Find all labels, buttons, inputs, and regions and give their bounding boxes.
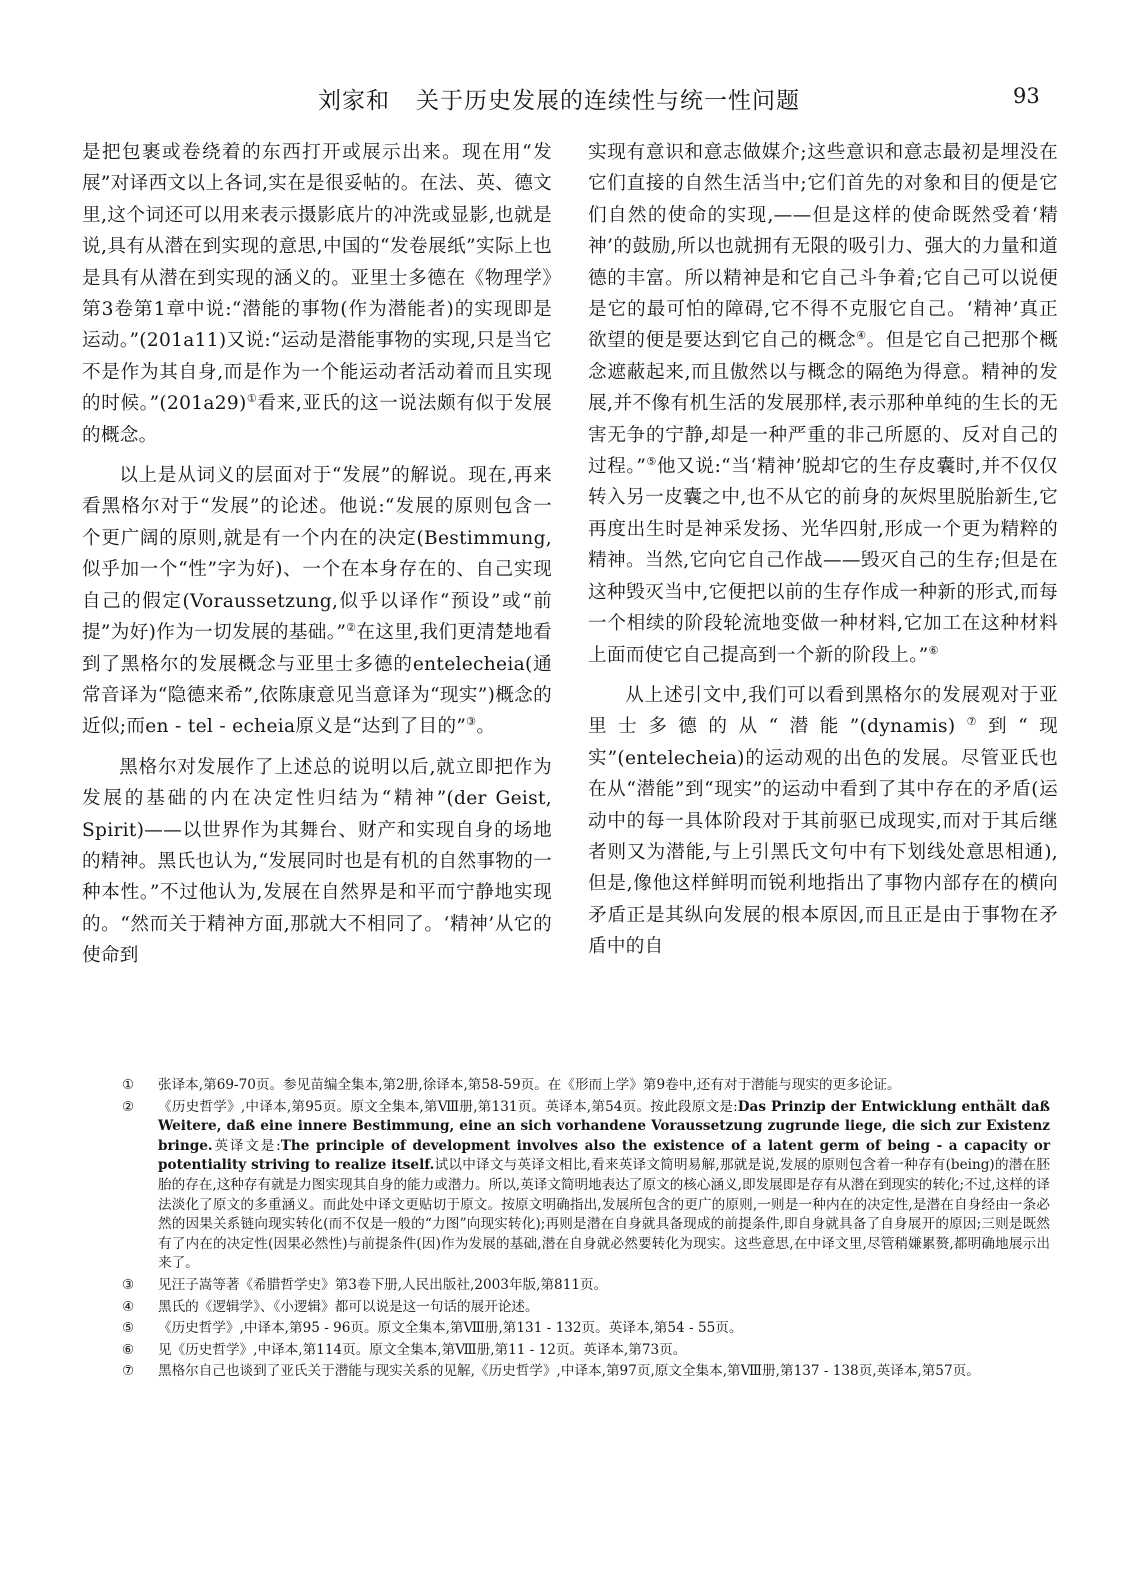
footnote-number: ⑦: [122, 1363, 135, 1380]
footnote: [122, 1362, 1050, 1382]
footnote-text: 见《历史哲学》,中译本,第114页。原文全集本,第Ⅷ册,第11 - 12页。英译本,第73页。: [158, 1341, 687, 1358]
article-title: 关于历史发展的连续性与统一性问题: [416, 88, 800, 114]
body-paragraph: 黑格尔对发展作了上述总的说明以后,就立即把作为发展的基础的内在决定性归结为“精神”(der Geist, Spirit)——以世界作为其舞台、财产和实现自身的场地的精神。黑氏也认为,“发展同时也是有机的自然事物的一种本性。”不过他认为,发展在自然界是和平而宁静地实现的。“然而关于精神方面,那就大不相同了。‘精神’从它的使命到: [82, 756, 552, 967]
body-paragraph: 实现有意识和意志做媒介;这些意识和意志最初是埋没在它们直接的自然生活当中;它们首先的对象和目的便是它们自然的使命的实现,——但是这样的使命既然受着‘精神’的鼓励,所以也就拥有无限的吸引力、强大的力量和道德的丰富。所以精神是和它自己斗争着;它自己可以说便是它的最可怕的障碍,它不得不克服它自己。‘精神’真正欲望的便是要达到它自己的概念④。但是它自己把那个概念遮蔽起来,而且傲然以与概念的隔绝为得意。精神的发展,并不像有机生活的发展那样,表示那种单纯的生长的无害无争的宁静,却是一种严重的非己所愿的、反对自己的过程。”⑤他又说:“当‘精神’脱却它的生存皮囊时,并不仅仅转入另一皮囊之中,也不从它的前身的灰烬里脱胎新生,它再度出生时是神采发扬、光华四射,形成一个更为精粹的精神。当然,它向它自己作战——毁灭自己的生存;但是在这种毁灭当中,它便把以前的生存作成一种新的形式,而每一个相续的阶段轮流地变做一种材料,它加工在这种材料上面而使它自己提高到一个新的阶段上。”⑥: [588, 142, 1059, 666]
footnote-number: ③: [122, 1276, 135, 1293]
footnote: [122, 1319, 1050, 1339]
footnote-number: ⑥: [122, 1341, 135, 1358]
footnote: [122, 1341, 1050, 1361]
note-ref[interactable]: ③: [466, 715, 477, 729]
footnote-text: 见汪子嵩等著《希腊哲学史》第3卷下册,人民出版社,2003年版,第811页。: [158, 1276, 608, 1293]
footnote-number: ①: [122, 1077, 135, 1093]
footnote-text: 黑格尔自己也谈到了亚氏关于潜能与现实关系的见解,《历史哲学》,中译本,第97页,原文全集本,第Ⅷ册,第137 - 138页,英译本,第57页。: [158, 1363, 980, 1380]
footnote-text: 张译本,第69-70页。参见苗编全集本,第2册,徐译本,第58-59页。在《形而上学》第9卷中,还有对于潜能与现实的更多论证。: [158, 1077, 901, 1093]
note-ref[interactable]: ⑥: [928, 643, 939, 657]
note-ref[interactable]: ①: [246, 392, 258, 406]
right-column: [588, 137, 1058, 963]
body-paragraph: 是把包裹或卷绕着的东西打开或展示出来。现在用“发展”对译西文以上各词,实在是很妥帖的。在法、英、德文里,这个词还可以用来表示摄影底片的冲洗或显影,也就是说,具有从潜在到实现的意思,中国的“发卷展纸”实际上也是具有从潜在到实现的涵义的。亚里士多德在《物理学》第3卷第1章中说:“潜能的事物(作为潜能者)的实现即是运动。”(201a11)又说:“运动是潜能事物的实现,只是当它不是作为其自身,而是作为一个能运动者活动着而且实现的时候。”(201a29)①看来,亚氏的这一说法颇有似于发展的概念。: [82, 142, 552, 446]
footnote: [122, 1298, 1050, 1318]
footnote: ② 《历史哲学》,中译本,第95页。原文全集本,第Ⅷ册,第131页。英译本,第54页。按此段原文是:Das Prinzip der Entwicklung enthält daß Weitere, daß eine innere Bestimmung, eine an sich vorhandene Voraussetzung zugrunde liege, die sich zur Existenz bringe.英译文是:The principle of development involves also the existence of a latent germ of being - a capacity or potentiality striving to realize itself.试以中译文与英译文相比,看来英译文简明易解,那就是说,发展的原则包含着一种存有(being)的潜在胚胎的存在,这种存有就是力图实现其自身的能力或潜力。所以,英译文简明地表达了原文的核心涵义,即发展即是存有从潜在到现实的转化;不过,这样的译法淡化了原文的多重涵义。而此处中译文更贴切于原文。按原文明确指出,发展所包含的更广的原则,一则是一种内在的决定性,是潜在自身经由一条必然的因果关系链向现实转化(而不仅是一般的“力图”向现实转化);再则是潜在自身就具备现成的前提条件,即自身就具备了自身展开的原因;三则是既然有了内在的决定性(因果必然性)与前提条件(因)作为发展的基础,潜在自身就必然要转化为现实。这些意思,在中译文里,尽管稍嫌累赘,都明确地展示出来了。: [122, 1098, 1051, 1272]
note-ref[interactable]: ⑤: [646, 454, 657, 468]
note-ref[interactable]: ②: [346, 620, 357, 634]
page-number: 93: [1013, 84, 1040, 108]
body-paragraph: 从上述引文中,我们可以看到黑格尔的发展观对于亚里士多德的从“潜能”(dynamis)⑦到“现实”(entelecheia)的运动观的出色的发展。尽管亚氏也在从“潜能”到“现实”的运动中看到了其中存在的矛盾(运动中的每一具体阶段对于其前驱已成现实,而对于其后继者则又为潜能,与上引黑氏文句中有下划线处意思相通),但是,像他这样鲜明而锐利地指出了事物内部存在的横向矛盾正是其纵向发展的根本原因,而且正是由于事物在矛盾中的自: [588, 684, 1059, 958]
body-paragraph: 以上是从词义的层面对于“发展”的解说。现在,再来看黑格尔对于“发展”的论述。他说:“发展的原则包含一个更广阔的原则,就是有一个内在的决定(Bestimmung,似乎加一个“性”字为好)、一个在本身存在的、自己实现自己的假定(Voraussetzung,似乎以译作“预设”或“前提”为好)作为一切发展的基础。”②在这里,我们更清楚地看到了黑格尔的发展概念与亚里士多德的entelecheia(通常音译为“隐德来希”,依陈康意见当意译为“现实”)概念的近似;而en - tel - echeia原义是“达到了目的”③。: [82, 465, 552, 738]
german-original: Das Prinzip der Entwicklung enthält daß Weitere, daß eine innere Bestimmung, eine an sich vorhandene Voraussetzung zugrunde liege, die sich zur Existenz bringe.: [158, 1098, 1051, 1154]
footnote-number: ④: [122, 1298, 135, 1315]
footnotes: [122, 1076, 1050, 1382]
footnote: [122, 1076, 1050, 1096]
english-translation: The principle of development involves also the existence of a latent germ of being - a capacity or potentiality striving to realize itself.: [158, 1137, 1050, 1174]
note-ref[interactable]: ④: [856, 329, 867, 343]
footnote-number: ⑤: [122, 1320, 135, 1337]
footnote-text: 黑氏的《逻辑学》、《小逻辑》都可以说是这一句话的展开论述。: [158, 1298, 539, 1315]
footnote-number: ②: [122, 1098, 135, 1115]
author-name: 刘家和: [318, 88, 390, 114]
left-column: [82, 137, 552, 972]
running-title: [318, 82, 800, 115]
footnote: [122, 1276, 1050, 1296]
running-header: [0, 82, 1148, 118]
footnote-text: 《历史哲学》,中译本,第95 - 96页。原文全集本,第Ⅷ册,第131 - 132页。英译本,第54 - 55页。: [158, 1320, 743, 1337]
note-ref[interactable]: ⑦: [955, 715, 988, 729]
